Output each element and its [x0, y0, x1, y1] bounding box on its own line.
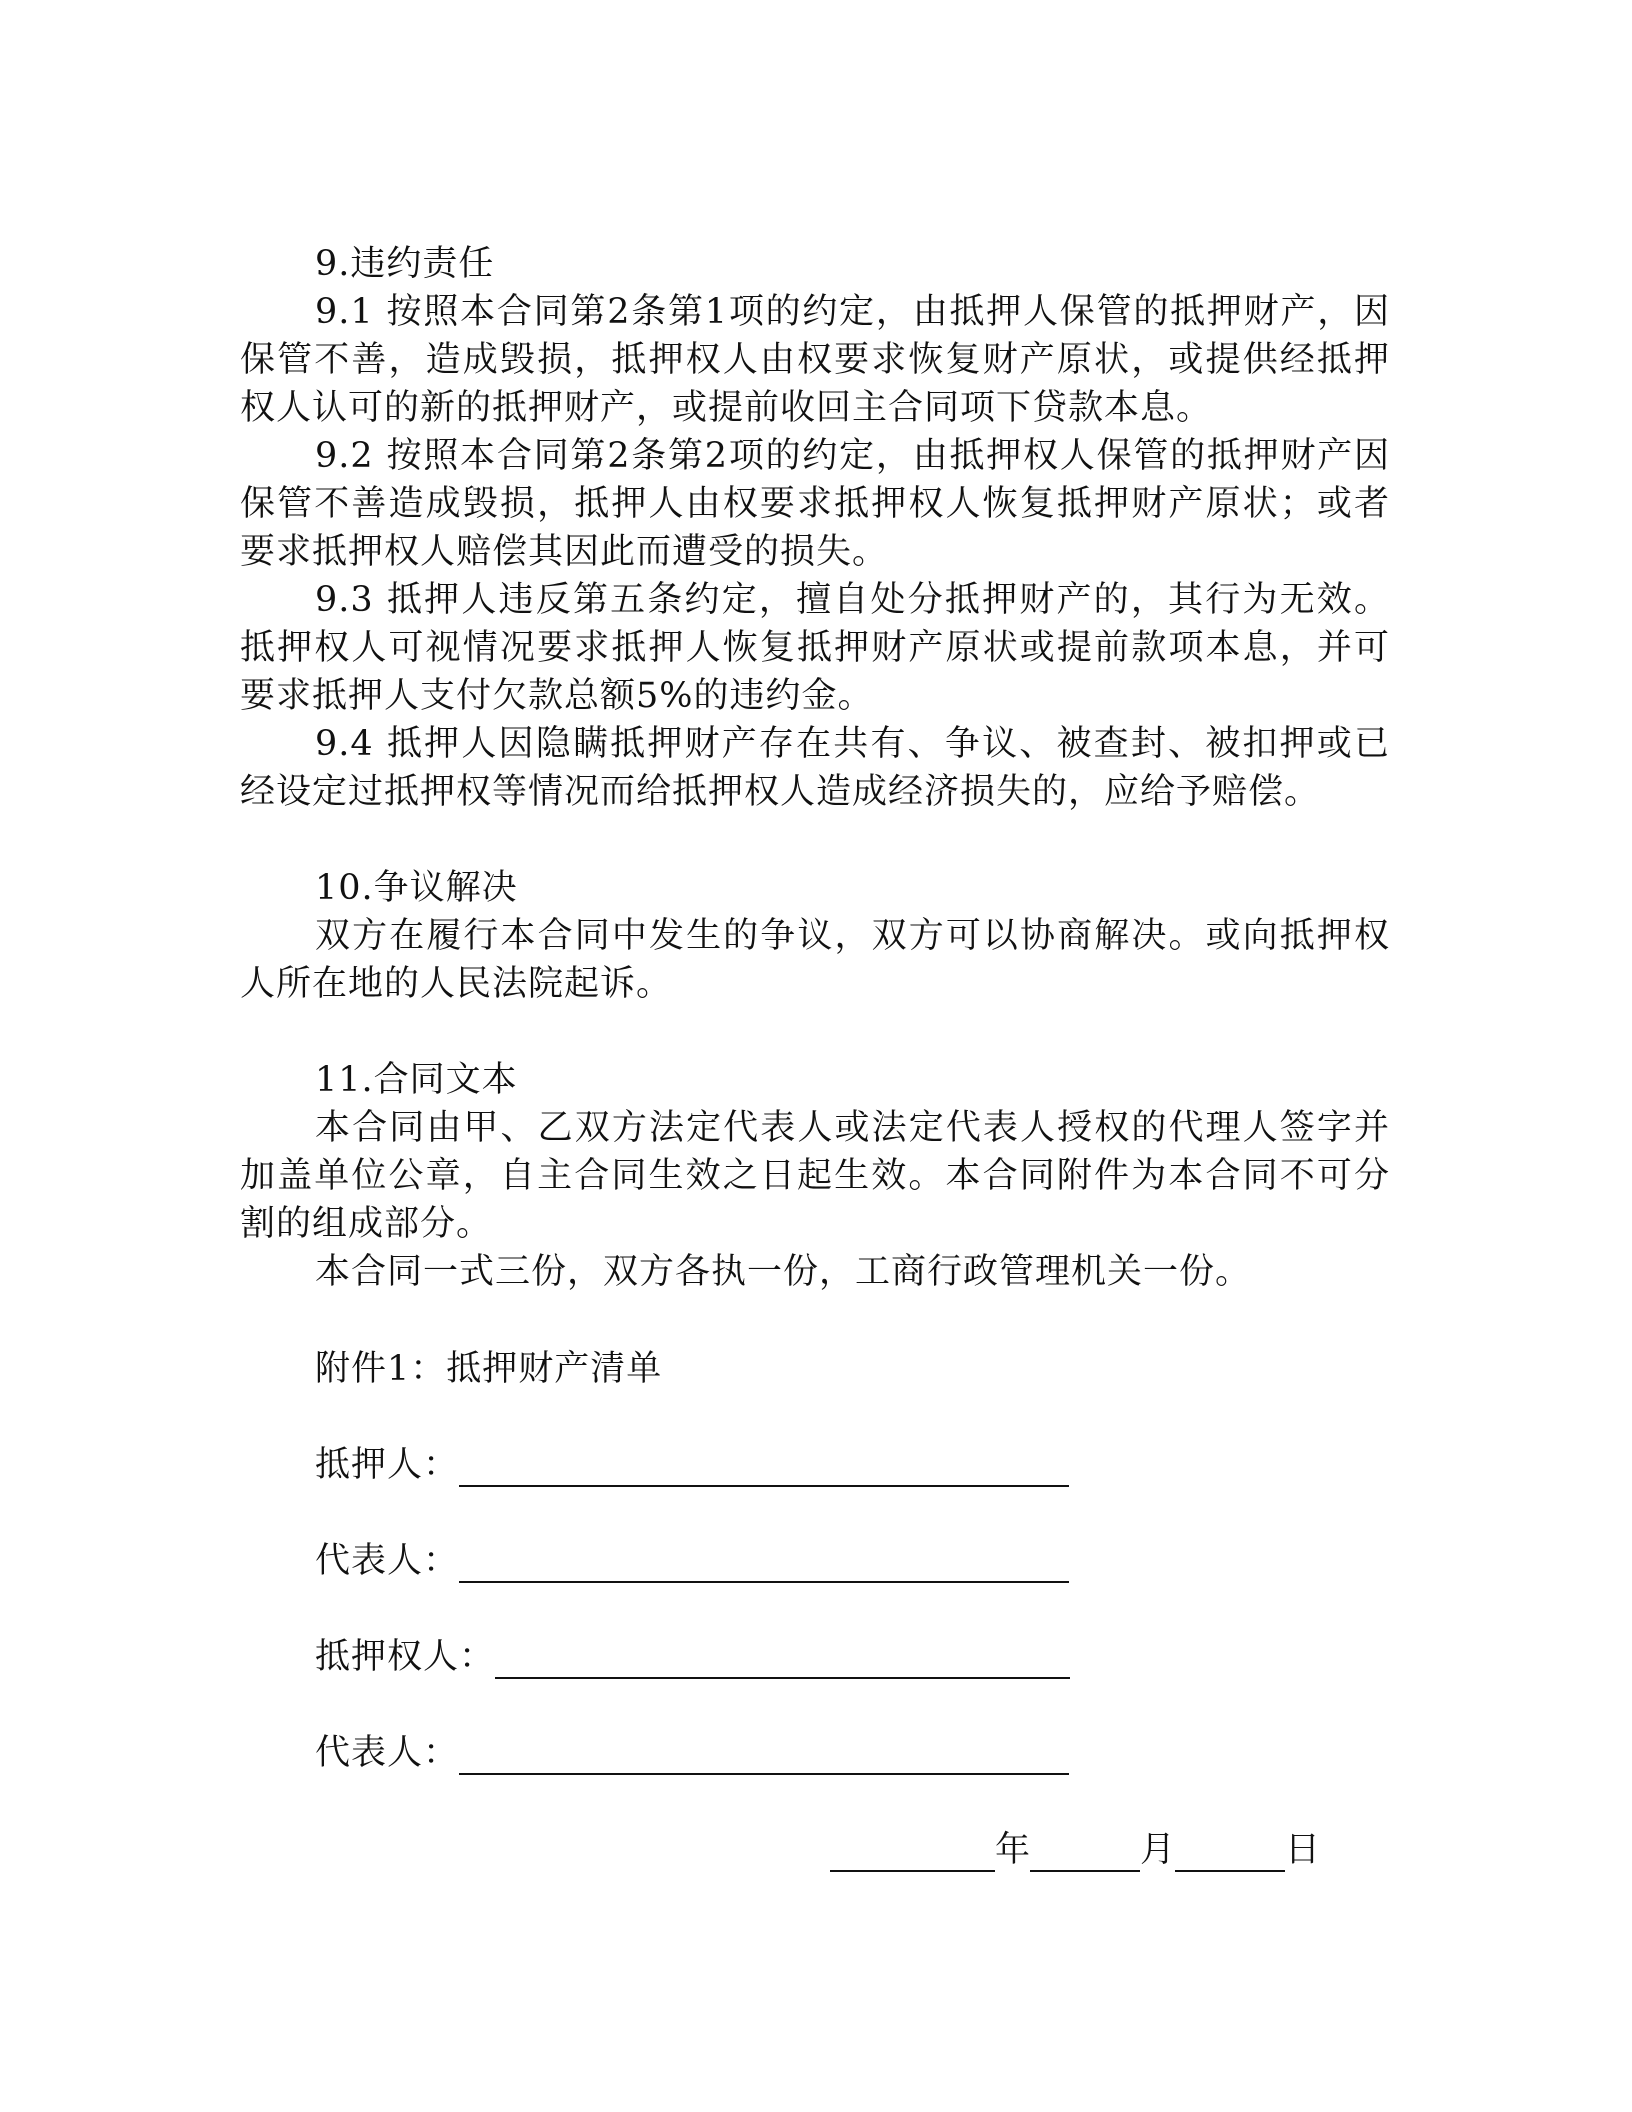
signature-mortgagee-label: 抵押权人： — [315, 1637, 496, 1677]
signature-mortgagee — [315, 1633, 1070, 1681]
signature-representative-1 — [315, 1537, 1069, 1585]
signature-mortgagor-label: 抵押人： — [315, 1445, 460, 1485]
signature-mortgagor — [315, 1441, 1069, 1489]
date-day-line[interactable] — [1175, 1826, 1285, 1872]
attachment-line: 附件1：抵押财产清单 — [315, 1349, 663, 1389]
date-year-line[interactable] — [830, 1826, 995, 1872]
section-10-heading: 10.争议解决 — [315, 868, 518, 908]
date-field — [830, 1826, 1320, 1874]
section-11-text-1: 本合同由甲、乙双方法定代表人或法定代表人授权的代理人签字并加盖单位公章，自主合同生效之日起生效。本合同附件为本合同不可分割的组成部分。 — [240, 1108, 1390, 1244]
section-11-heading: 11.合同文本 — [315, 1060, 518, 1100]
signature-representative-1-line[interactable] — [459, 1537, 1069, 1583]
signature-mortgagee-line[interactable] — [495, 1633, 1070, 1679]
signature-representative-2 — [315, 1729, 1069, 1777]
date-year-label: 年 — [995, 1830, 1031, 1870]
signature-mortgagor-line[interactable] — [459, 1441, 1069, 1487]
clause-9-2: 9.2 按照本合同第2条第2项的约定，由抵押权人保管的抵押财产因保管不善造成毁损，抵押人由权要求抵押权人恢复抵押财产原状；或者要求抵押权人赔偿其因此而遭受的损失。 — [240, 436, 1390, 572]
clause-9-1: 9.1 按照本合同第2条第1项的约定，由抵押人保管的抵押财产，因保管不善，造成毁损，抵押权人由权要求恢复财产原状，或提供经抵押权人认可的新的抵押财产，或提前收回主合同项下贷款本息。 — [240, 292, 1390, 428]
section-10-text: 双方在履行本合同中发生的争议，双方可以协商解决。或向抵押权人所在地的人民法院起诉。 — [240, 916, 1390, 1004]
section-11-text-2: 本合同一式三份，双方各执一份，工商行政管理机关一份。 — [315, 1252, 1252, 1292]
date-day-label: 日 — [1285, 1830, 1321, 1870]
signature-representative-2-label: 代表人： — [315, 1733, 460, 1773]
signature-representative-1-label: 代表人： — [315, 1541, 460, 1581]
clause-9-3: 9.3 抵押人违反第五条约定，擅自处分抵押财产的，其行为无效。抵押权人可视情况要求抵押人恢复抵押财产原状或提前款项本息，并可要求抵押人支付欠款总额5%的违约金。 — [240, 580, 1390, 716]
date-month-label: 月 — [1140, 1830, 1176, 1870]
signature-representative-2-line[interactable] — [459, 1729, 1069, 1775]
section-9-heading: 9.违约责任 — [315, 244, 495, 284]
date-month-line[interactable] — [1030, 1826, 1140, 1872]
clause-9-4: 9.4 抵押人因隐瞒抵押财产存在共有、争议、被查封、被扣押或已经设定过抵押权等情况而给抵押权人造成经济损失的，应给予赔偿。 — [240, 724, 1390, 812]
